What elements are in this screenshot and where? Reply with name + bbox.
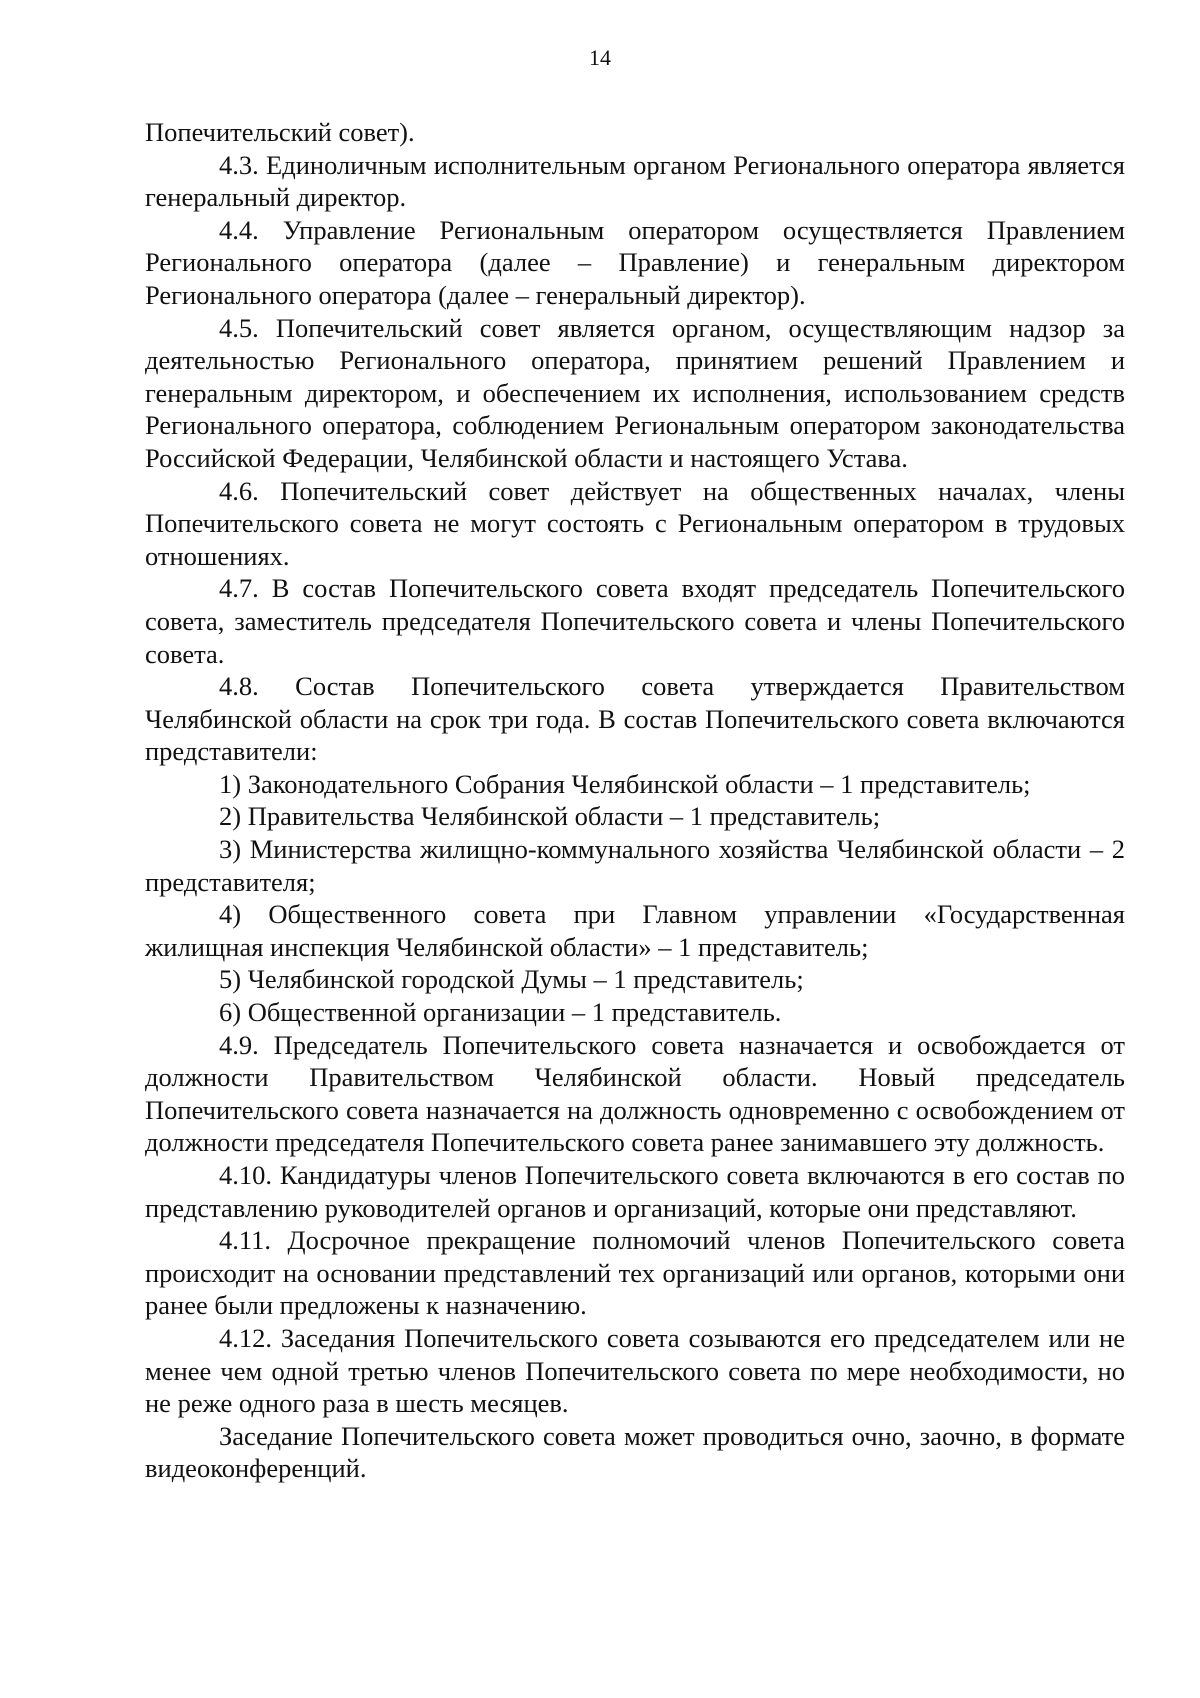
paragraph-continuation: Попечительский совет).	[145, 117, 415, 147]
list-item-1: 1) Законодательного Собрания Челябинской области – 1 представитель;	[219, 768, 1031, 799]
paragraph-4-3: 4.3. Единоличным исполнительным органом Регионального оператора является генеральный директор.	[145, 149, 1125, 213]
list-item-3: 3) Министерства жилищно-коммунального хозяйства Челябинской области – 2 представителя;	[145, 834, 1125, 897]
document-body	[145, 116, 1125, 1485]
paragraph-4-12: 4.12. Заседания Попечительского совета созываются его председателем или не менее чем одной третью членов Попечительского совета по мере необходимости, но не реже одного раза в шесть месяцев.	[145, 1322, 1125, 1419]
paragraph-4-8: 4.8. Состав Попечительского совета утверждается Правительством Челябинской области на срок три года. В состав Попечительского совета включаются представители:	[145, 671, 1125, 767]
paragraph-4-10: 4.10. Кандидатуры членов Попечительского совета включаются в его состав по представлению руководителей органов и организаций, которые они представляют.	[145, 1160, 1125, 1223]
list-item-4: 4) Общественного совета при Главном управлении «Государственная жилищная инспекция Челябинской области» – 1 представитель;	[145, 899, 1125, 962]
paragraph-4-4: 4.4. Управление Региональным оператором осуществляется Правлением Регионального оператора (далее – Правление) и генеральным директором Регионального оператора (далее – генеральный директор).	[145, 214, 1125, 310]
list-item-2: 2) Правительства Челябинской области – 1 представитель;	[219, 801, 881, 832]
paragraph-4-9: 4.9. Председатель Попечительского совета назначается и освобождается от должности Правительством Челябинской области. Новый председатель Попечительского совета назначается на должность одновременно с освобождением от должности председателя Попечительского совета ранее занимавшего эту должность.	[145, 1029, 1125, 1158]
paragraph-4-5: 4.5. Попечительский совет является органом, осуществляющим надзор за деятельностью Регионального оператора, принятием решений Правлением и генеральным директором, и обеспечением их исполнения, использованием средств Регионального оператора, соблюдением Региональным оператором законодательства Российской Федерации, Челябинской области и настоящего Устава.	[145, 312, 1125, 473]
list-item-5: 5) Челябинской городской Думы – 1 представитель;	[219, 964, 804, 995]
paragraph-meeting-format: Заседание Попечительского совета может проводиться очно, заочно, в формате видеоконференций.	[145, 1420, 1125, 1484]
paragraph-4-6: 4.6. Попечительский совет действует на общественных началах, члены Попечительского совета не могут состоять с Региональным оператором в трудовых отношениях.	[145, 475, 1125, 571]
paragraph-4-11: 4.11. Досрочное прекращение полномочий членов Попечительского совета происходит на основании представлений тех организаций или органов, которыми они ранее были предложены к назначению.	[145, 1225, 1125, 1321]
page-number: 14	[589, 45, 611, 70]
paragraph-4-7: 4.7. В состав Попечительского совета входят председатель Попечительского совета, заместитель председателя Попечительского совета и члены Попечительского совета.	[145, 573, 1125, 669]
list-item-6: 6) Общественной организации – 1 представитель.	[219, 997, 782, 1028]
